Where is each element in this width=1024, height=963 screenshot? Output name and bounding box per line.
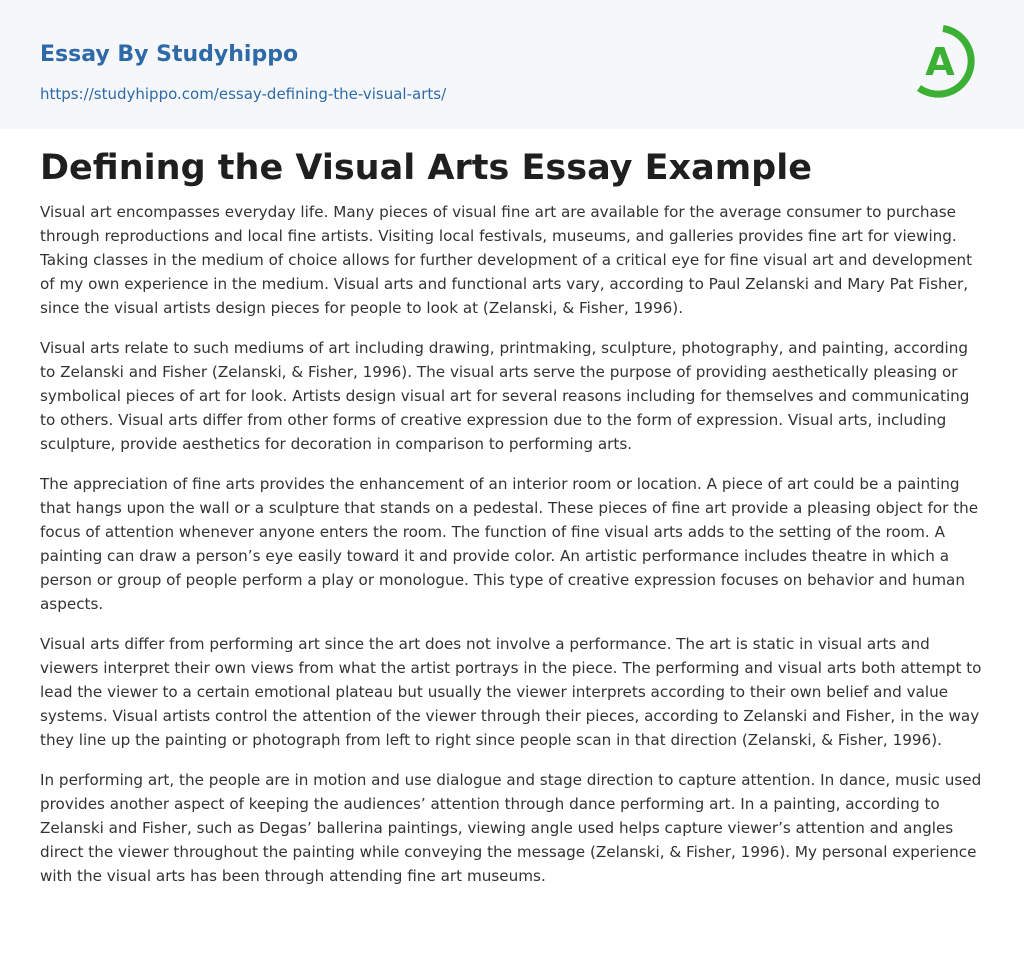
brand-title[interactable]: Essay By Studyhippo (40, 42, 299, 67)
article-paragraph: Visual arts relate to such mediums of art including drawing, printmaking, sculpture, photography, and painting, according to Zelanski and Fisher (Zelanski, & Fisher, 1996). The visual arts serve the purpose of providing aesthetically pleasing or symbolical pieces of art for look. Artists design visual art for several reasons including for themselves and communicating to others. Visual arts differ from other forms of creative expression due to the form of expression. Visual arts, including sculpture, provide aesthetics for decoration in comparison to performing arts. (40, 339, 970, 453)
source-url-link[interactable]: https://studyhippo.com/essay-defining-the-visual-arts/ (40, 85, 447, 103)
article-paragraph: Visual arts differ from performing art since the art does not involve a performance. The art is static in visual arts and viewers interpret their own views from what the artist portrays in the piece. The performing and visual arts both attempt to lead the viewer to a certain emotional plateau but usually the viewer interprets according to their own belief and value systems. Visual artists control the attention of the viewer through their pieces, according to Zelanski and Fisher, in the way they line up the painting or photograph from left to right since people scan in that direction (Zelanski, & Fisher, 1996). (40, 635, 982, 749)
article-title: Defining the Visual Arts Essay Example (40, 148, 812, 188)
article-paragraph: Visual art encompasses everyday life. Many pieces of visual fine art are available for the average consumer to purchase through reproductions and local fine artists. Visiting local festivals, museums, and galleries provides fine art for viewing. Taking classes in the medium of choice allows for further development of a critical eye for fine visual art and development of my own experience in the medium. Visual arts and functional arts vary, according to Paul Zelanski and Mary Pat Fisher, since the visual artists design pieces for people to look at (Zelanski, & Fisher, 1996). (40, 203, 973, 317)
article (40, 146, 984, 904)
logo-letter: A (925, 40, 955, 84)
studyhippo-logo-icon[interactable] (910, 18, 988, 106)
site-header (0, 0, 1024, 129)
article-paragraph: In performing art, the people are in motion and use dialogue and stage direction to capture attention. In dance, music used provides another aspect of keeping the audiences’ attention through dance performing art. In a painting, according to Zelanski and Fisher, such as Degas’ ballerina paintings, viewing angle used helps capture viewer’s attention and angles direct the viewer throughout the painting while conveying the message (Zelanski, & Fisher, 1996). My personal experience with the visual arts has been through attending fine art museums. (40, 771, 982, 885)
article-paragraph: The appreciation of fine arts provides the enhancement of an interior room or location. A piece of art could be a painting that hangs upon the wall or a sculpture that stands on a pedestal. These pieces of fine art provide a pleasing object for the focus of attention whenever anyone enters the room. The function of fine visual arts adds to the setting of the room. A painting can draw a person’s eye easily toward it and provide color. An artistic performance includes theatre in which a person or group of people perform a play or monologue. This type of creative expression focuses on behavior and human aspects. (40, 475, 979, 613)
